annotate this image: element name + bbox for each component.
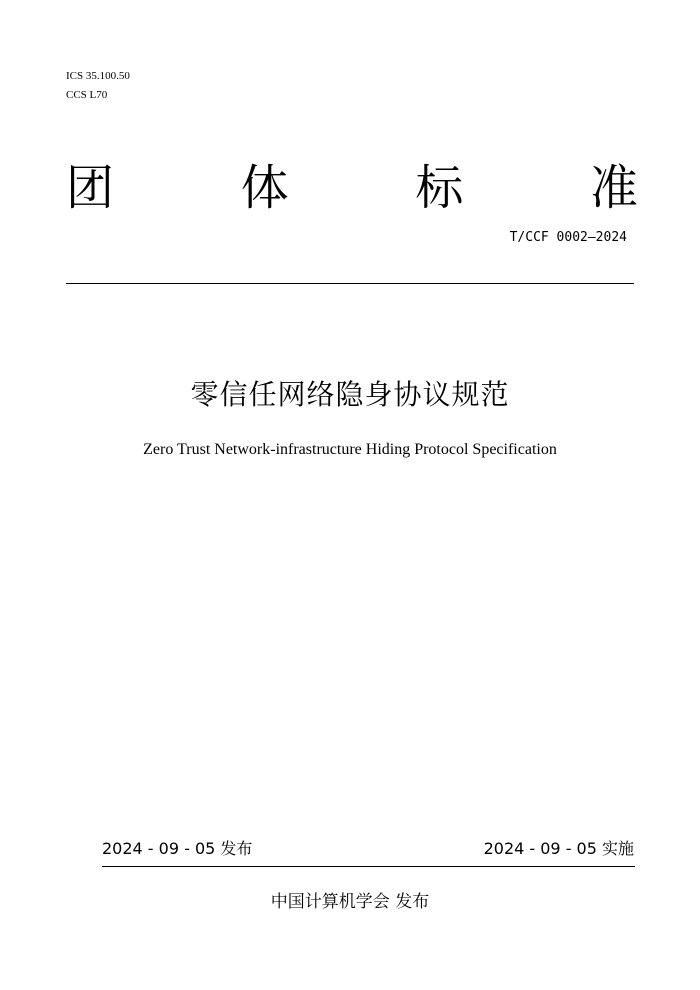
- top-divider: [66, 283, 634, 284]
- document-title-chinese: 零信任网络隐身协议规范: [190, 378, 510, 411]
- ics-code: ICS 35.100.50: [66, 70, 130, 82]
- document-title-english: Zero Trust Network-infrastructure Hiding Protocol Specification: [143, 441, 557, 458]
- standard-type-char: 体: [240, 160, 289, 216]
- standard-type-char: 团: [66, 160, 115, 216]
- release-date: 2024 - 09 - 05 发布: [102, 839, 253, 858]
- publisher: 中国计算机学会 发布: [270, 892, 430, 912]
- standard-type-heading: [66, 158, 638, 218]
- standard-number: T/CCF 0002—2024: [509, 230, 627, 245]
- implementation-date: 2024 - 09 - 05 实施: [483, 839, 634, 858]
- standard-type-char: 标: [415, 160, 464, 216]
- bottom-divider: [102, 866, 635, 867]
- standard-type-char: 准: [589, 160, 638, 216]
- ccs-code: CCS L70: [66, 89, 108, 101]
